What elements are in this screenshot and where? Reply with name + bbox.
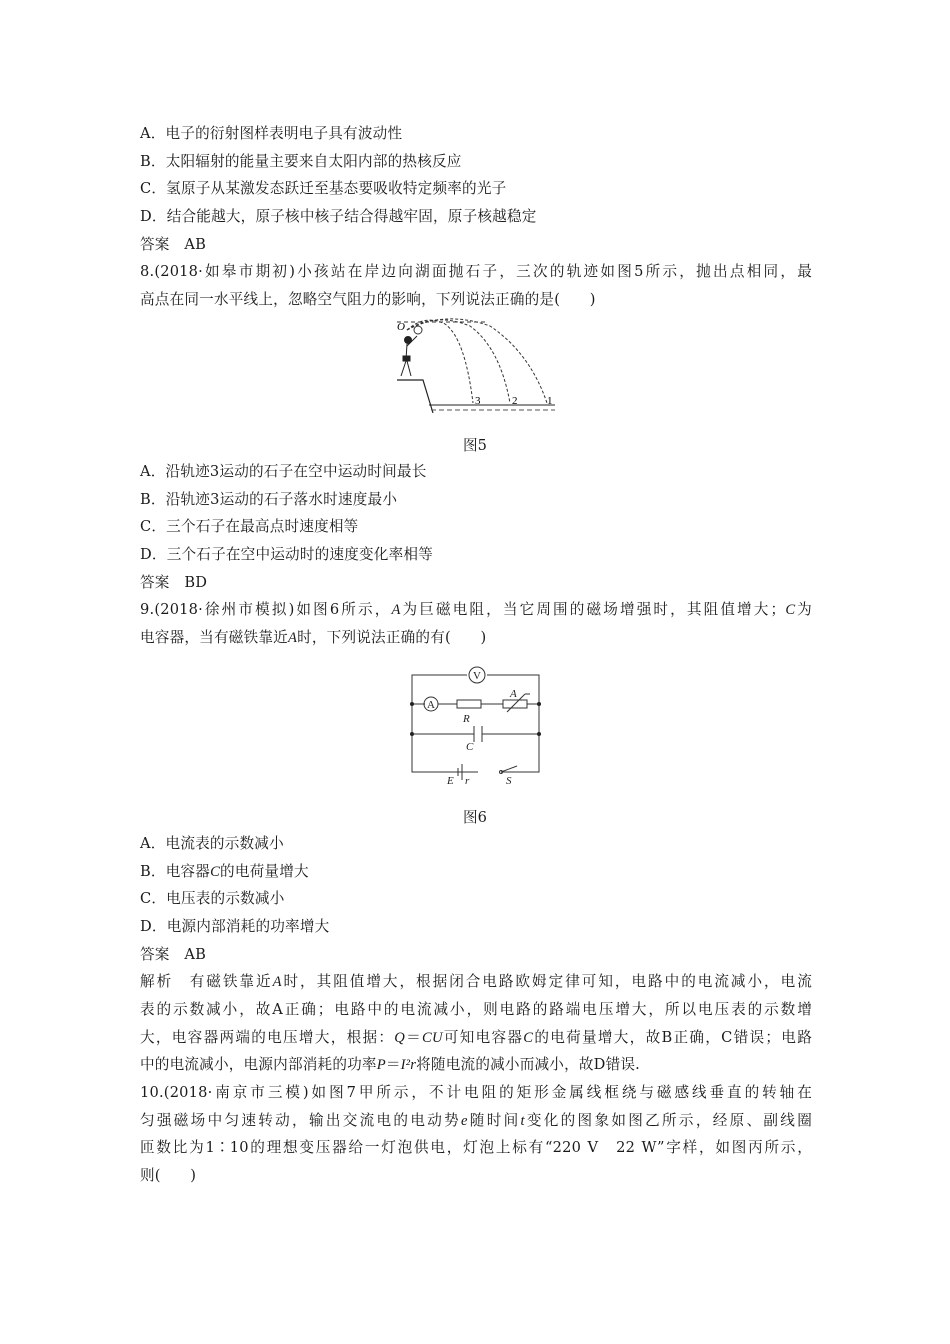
text-segment: 的电荷量增大，故B正确，C错误；电路	[533, 1028, 812, 1046]
text-segment: 答案 AB	[140, 235, 207, 253]
track-3-label: 3	[475, 395, 481, 407]
figure-6-circuit	[405, 664, 555, 784]
text-line	[140, 1138, 812, 1158]
text-line	[140, 834, 284, 854]
math-symbol: A	[391, 602, 401, 619]
text-segment: 大，电容器两端的电压增大，根据：	[140, 1028, 395, 1046]
text-line	[140, 1111, 812, 1131]
text-segment: A．沿轨迹3运动的石子在空中运动时间最长	[140, 463, 427, 480]
text-segment: 匝数比为1∶10的理想变压器给一灯泡供电，灯泡上标有“220 V 22 W”字样，如图丙所示，	[140, 1139, 812, 1157]
text-segment: 的电荷量增大	[220, 862, 309, 880]
text-line	[140, 152, 462, 172]
text-line	[140, 462, 427, 482]
text-segment: B．沿轨迹3运动的石子落水时速度最小	[140, 490, 398, 508]
text-line	[140, 889, 285, 909]
text-segment: 高点在同一水平线上，忽略空气阻力的影响，下列说法正确的是( )	[140, 290, 596, 308]
text-segment: 中的电流减小，电源内部消耗的功率	[140, 1056, 377, 1074]
math-symbol: C	[785, 602, 796, 619]
text-segment: D．三个石子在空中运动时的速度变化率相等	[140, 545, 433, 563]
text-line	[140, 207, 537, 227]
text-segment: 为	[795, 601, 812, 619]
text-segment: C．三个石子在最高点时速度相等	[140, 518, 359, 536]
text-segment: 为巨磁电阻，当它周围的磁场增强时，其阻值增大；	[400, 601, 786, 619]
text-line	[140, 972, 812, 992]
math-symbol: C	[210, 863, 221, 880]
math-symbol: A	[272, 974, 282, 991]
text-segment: D．结合能越大，原子核中核子结合得越牢固，原子核越稳定	[140, 207, 537, 225]
text-segment: 可知电容器	[442, 1028, 524, 1046]
text-segment: 9.(2018·徐州市模拟)如图6所示，	[140, 601, 392, 619]
text-line	[140, 1000, 812, 1020]
text-line	[140, 179, 506, 199]
text-line	[140, 600, 812, 620]
text-line	[140, 290, 596, 310]
math-symbol: P	[376, 1057, 386, 1074]
text-line	[140, 235, 206, 255]
math-symbol: e	[461, 1112, 468, 1129]
text-line	[140, 490, 397, 510]
text-segment: 表的示数减小，故A正确；电路中的电流减小，则电路的路端电压增大，所以电压表的示数增	[140, 1000, 812, 1018]
text-segment: 电容器，当有磁铁靠近	[140, 628, 288, 646]
text-line	[140, 1028, 812, 1048]
text-line	[140, 517, 358, 537]
text-line	[140, 262, 812, 282]
text-segment: 匀强磁场中匀速转动，输出交流电的电动势	[140, 1111, 462, 1129]
text-segment: 8.(2018·如皋市期初)小孩站在岸边向湖面抛石子，三次的轨迹如图5所示，抛出点相同，最	[140, 263, 812, 281]
text-segment: A．电流表的示数减小	[140, 835, 284, 852]
gmr-label: A	[510, 688, 517, 700]
text-line	[140, 1166, 196, 1186]
text-segment: D．电源内部消耗的功率增大	[140, 917, 330, 935]
ammeter-label: A	[427, 699, 435, 711]
text-line	[140, 862, 309, 882]
text-segment: 答案 AB	[140, 945, 207, 963]
math-symbol: Q	[394, 1029, 406, 1046]
math-symbol: A	[287, 629, 298, 646]
math-symbol: I²r	[400, 1057, 417, 1074]
text-segment: C．氢原子从某激发态跃迁至基态要吸收特定频率的光子	[140, 180, 507, 198]
text-line	[140, 1083, 812, 1103]
text-line	[140, 573, 207, 593]
child-figure-icon	[401, 336, 417, 376]
emf-label: E	[447, 775, 454, 784]
internal-r-label: r	[465, 775, 470, 784]
figure-5-caption: 图5	[463, 437, 487, 454]
switch-label: S	[506, 775, 512, 784]
text-segment: B．电容器	[140, 862, 211, 880]
text-segment: 变化的图象如图乙所示，经原、副线圈	[524, 1111, 812, 1129]
text-segment: C．电压表的示数减小	[140, 890, 285, 908]
text-segment: 答案 BD	[140, 573, 208, 591]
math-symbol: C	[523, 1029, 534, 1046]
text-line	[140, 124, 402, 144]
text-segment: 时，其阻值增大，根据闭合电路欧姆定律可知，电路中的电流减小，电流	[281, 973, 812, 991]
track-1-label: 1	[547, 395, 553, 407]
text-line	[140, 945, 206, 965]
resistor-label: R	[463, 713, 470, 725]
text-segment: 随时间	[467, 1111, 521, 1129]
text-line	[140, 545, 433, 565]
text-line	[140, 917, 329, 937]
text-segment: 时，下列说法正确的有( )	[297, 628, 487, 646]
capacitor-label: C	[466, 741, 474, 753]
figure-6-caption: 图6	[463, 809, 487, 826]
text-segment: A．电子的衍射图样表明电子具有波动性	[140, 125, 403, 142]
text-line	[140, 1055, 640, 1075]
text-segment: 10.(2018·南京市三模)如图7甲所示，不计电阻的矩形金属线框绕与磁感线垂直的转轴在	[140, 1083, 812, 1101]
text-line	[140, 628, 486, 648]
voltmeter-label: V	[473, 670, 481, 682]
track-2-label: 2	[512, 395, 518, 407]
figure-5-trajectories	[385, 318, 555, 413]
math-symbol: CU	[422, 1029, 443, 1046]
text-segment: 则( )	[140, 1166, 197, 1184]
text-segment: 将随电流的减小而减小，故D错误.	[416, 1056, 640, 1074]
text-segment: ＝	[405, 1028, 423, 1046]
text-segment: 解析 有磁铁靠近	[140, 973, 273, 991]
text-segment: B．太阳辐射的能量主要来自太阳内部的热核反应	[140, 152, 462, 170]
text-segment: ＝	[385, 1056, 401, 1074]
point-o-label: O	[397, 321, 405, 333]
math-symbol: t	[520, 1112, 525, 1129]
